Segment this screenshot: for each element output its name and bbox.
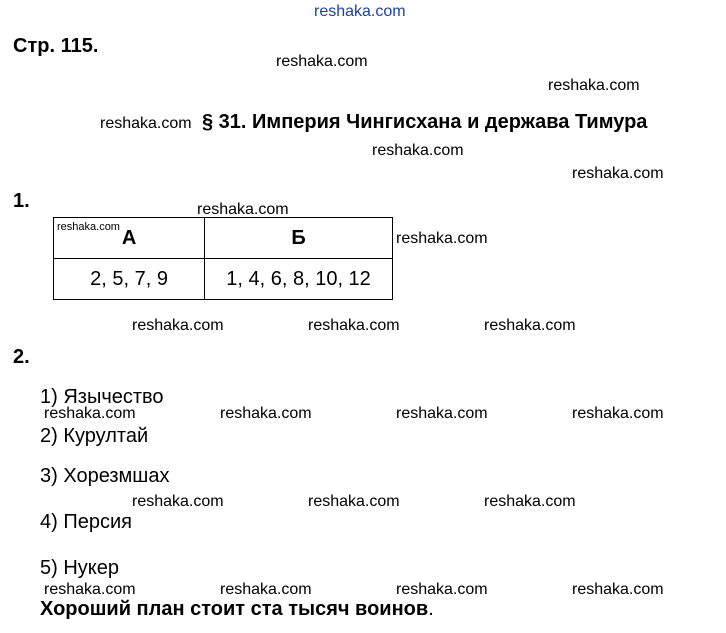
watermark: reshaka.com <box>484 493 576 510</box>
proverb-text: Хороший план стоит ста тысяч воинов <box>40 598 429 620</box>
table-header-a: А <box>54 218 205 259</box>
watermark: reshaka.com <box>572 405 664 422</box>
watermark-top: reshaka.com <box>314 3 406 20</box>
watermark: reshaka.com <box>572 165 664 182</box>
table-cell-a: 2, 5, 7, 9 <box>54 259 205 300</box>
watermark: reshaka.com <box>372 142 464 159</box>
watermark: reshaka.com <box>548 77 640 94</box>
watermark: reshaka.com <box>57 221 120 233</box>
list-item: 2) Курултай <box>40 425 149 447</box>
list-item: 5) Нукер <box>40 557 120 579</box>
watermark: reshaka.com <box>308 493 400 510</box>
watermark: reshaka.com <box>100 115 192 132</box>
watermark: reshaka.com <box>44 581 136 598</box>
watermark: reshaka.com <box>220 405 312 422</box>
list-item: 4) Персия <box>40 511 132 533</box>
proverb-period: . <box>428 598 434 620</box>
watermark: reshaka.com <box>276 53 368 70</box>
table-header-b: Б <box>205 218 393 259</box>
page-reference: Стр. 115. <box>13 35 99 57</box>
task-1-number: 1. <box>13 190 30 212</box>
watermark: reshaka.com <box>220 581 312 598</box>
watermark: reshaka.com <box>44 405 136 422</box>
section-title: § 31. Империя Чингисхана и держава Тимура <box>202 111 648 133</box>
task-2-number: 2. <box>13 346 30 368</box>
watermark: reshaka.com <box>132 317 224 334</box>
watermark: reshaka.com <box>396 230 488 247</box>
list-item: 3) Хорезмшах <box>40 465 170 487</box>
watermark: reshaka.com <box>197 201 289 218</box>
list-item: 1) Язычество <box>40 386 164 408</box>
watermark: reshaka.com <box>396 581 488 598</box>
table-cell-b: 1, 4, 6, 8, 10, 12 <box>205 259 393 300</box>
proverb-line <box>40 598 434 620</box>
watermark: reshaka.com <box>396 405 488 422</box>
watermark: reshaka.com <box>572 581 664 598</box>
watermark: reshaka.com <box>484 317 576 334</box>
table-row <box>54 259 393 300</box>
watermark: reshaka.com <box>132 493 224 510</box>
watermark: reshaka.com <box>308 317 400 334</box>
